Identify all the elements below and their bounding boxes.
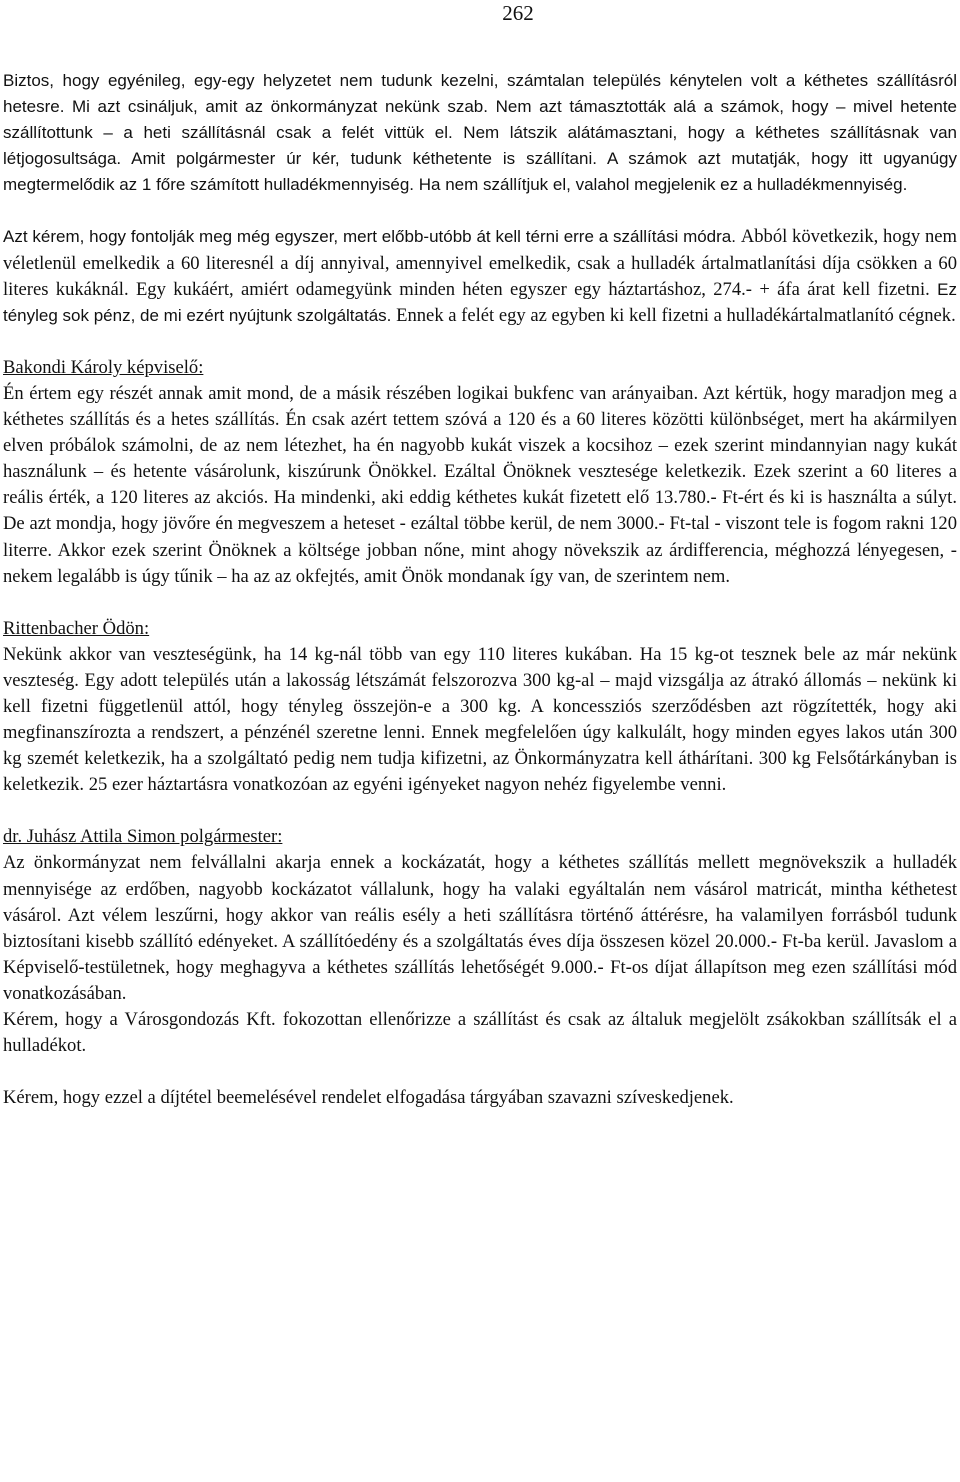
- paragraph: [3, 224, 957, 328]
- section-speaker-juhasz: [3, 824, 957, 1111]
- text-run: Ez tényleg sok pénz, de mi ezért nyújtunk szolgáltatás.: [3, 279, 957, 325]
- text-run: Ennek a felét egy az egyben ki kell fizetni a hulladékártalmatlanító cégnek.: [396, 304, 956, 326]
- paragraph: [3, 381, 957, 590]
- section-speaker-bakondi: [3, 355, 957, 590]
- paragraph: [3, 1007, 957, 1059]
- text-run: Az önkormányzat nem felvállalni akarja ennek a kockázatát, hogy a kéthetes szállítás mellett megnövekszik a hulladék mennyisége az erdőben, nagyobb kockázatot vállalunk, hogy ha valaki egyáltalán nem vásárol matricát, mintha kéthetest vásárol. Azt vélem leszűrni, hogy akkor van reális esély a heti szállításra történő áttérésre, ha valamilyen forrásból tudunk biztosítani kisebb szállító edényeket. A szállítóedény és a szolgáltatás éves díja összesen közel 20.000.- Ft-ba kerül. Javaslom a Képviselő-testületnek, hogy meghagyva a kéthetes szállítás lehetőségét 9.000.- Ft-os díjat állapítson meg ezen szállítási mód vonatkozásában.: [3, 852, 957, 1004]
- page-number: 262: [502, 1, 534, 25]
- text-run: Kérem, hogy ezzel a díjtétel beemelésével rendelet elfogadása tárgyában szavazni szíveskedjenek.: [3, 1087, 734, 1109]
- speaker-name: Bakondi Károly képviselő:: [3, 356, 204, 378]
- speaker-name: dr. Juhász Attila Simon polgármester:: [3, 826, 283, 848]
- text-run: Én értem egy részét annak amit mond, de a másik részében logikai bukfenc van arányaiban. Azt kértük, hogy maradjon meg a kéthetes szállítás és a hetes szállítás. Én csak azért tettem szóvá a 120 és a 60 literes közötti különbséget, mert ha akármilyen elven próbálok számolni, de az nem létezhet, ha én nagyobb kukát viszek a kocsihoz – ezek szerint mindannyian nagy kukát használunk – és hetente vásárolunk, kiszúrunk Önökkel. Ezáltal Önöknek vesztesége keletkezik. Ezek szerint a 60 literes a reális érték, a 120 literes az akciós. Ha mindenki, aki eddig kéthetes kukát fizetett elő 13.780.- Ft-ért és ki is használta a súlyt. De azt mondja, hogy jövőre én megveszem a heteset - ezáltal többe kerül, de nem 3000.- Ft-tal - viszont tele is fogom rakni 120 literre. Akkor ezek szerint Önöknek a költsége jobban nőne, mint ahogy növekszik az árdifferencia, méghozzá lényegesen, - nekem legalább is úgy tűnik – ha az az okfejtés, amit Önök mondanak így van, de szerintem nem.: [3, 382, 957, 587]
- text-run: Biztos, hogy egyénileg, egy-egy helyzetet nem tudunk kezelni, számtalan település kénytelen volt a kéthetes szállításról hetesre. Mi azt csináljuk, amit az önkormányzat nekünk szab. Nem azt támasztották alá a számok, hogy – mivel hetente szállítottunk – a heti szállításnál csak a felét vittük el. Nem látszik alátámasztani, hogy a kéthetes szállításnak van létjogosultsága. Amit polgármester úr kér, tudunk kéthetente is szállítani. A számok azt mutatják, hogy itt ugyanúgy megtermelődik az 1 főre számított hulladékmennyiség. Ha nem szállítjuk el, valahol megjelenik ez a hulladékmennyiség.: [3, 71, 957, 195]
- text-run: Kérem, hogy a Városgondozás Kft. fokozottan ellenőrizze a szállítást és csak az általuk megjelölt zsákokban szállítsák el a hulladékot.: [3, 1009, 957, 1057]
- text-run: Abból következik, hogy nem véletlenül emelkedik a 60 literesnél a díj annyival, amennyivel emelkedik, csak a hulladék ártalmatlanítási díja csökken a 60 literes kukáknál. Egy kukáért, amiért odamegyünk minden héten egyszer egy háztartáshoz, 274.- + áfa árat kell fizetni.: [3, 226, 957, 300]
- speaker-name: Rittenbacher Ödön:: [3, 617, 150, 639]
- text-run: Nekünk akkor van veszteségünk, ha 14 kg-nál több van egy 110 literes kukában. Ha 15 kg-ot tesznek bele az már nekünk veszteség. Egy adott település után a lakosság létszámát felszorozva 300 kg-al – majd vizsgálja az átrakó állomás – nekünk ki kell fizetni függetlenül attól, hogy tényleg összejön-e a 300 kg. A koncessziós szerződésben azt rögzítették, hogy aki megfinanszírozta a rendszert, a pénzénél szeretne lenni. Ennek megfelelően úgy kalkulált, hogy minden egyes lakos után 300 kg szemét keletkezik, ha a szolgáltató pedig nem tudja kifizetni, az Önkormányzatra kell áthárítani. 300 kg Felsőtárkányban is keletkezik. 25 ezer háztartásra vonatkozóan az egyéni igényeket nagyon nehéz figyelembe venni.: [3, 643, 957, 796]
- text-run: Azt kérem, hogy fontolják meg még egyszer, mert előbb-utóbb át kell térni erre a szállítási módra.: [3, 227, 741, 247]
- paragraph: [3, 68, 957, 198]
- section-speaker-rittenbacher: [3, 616, 957, 799]
- paragraph: [3, 642, 957, 799]
- document-body: [3, 68, 957, 1111]
- paragraph: [3, 1085, 957, 1111]
- paragraph: [3, 850, 957, 1007]
- section-continuation: [3, 68, 957, 329]
